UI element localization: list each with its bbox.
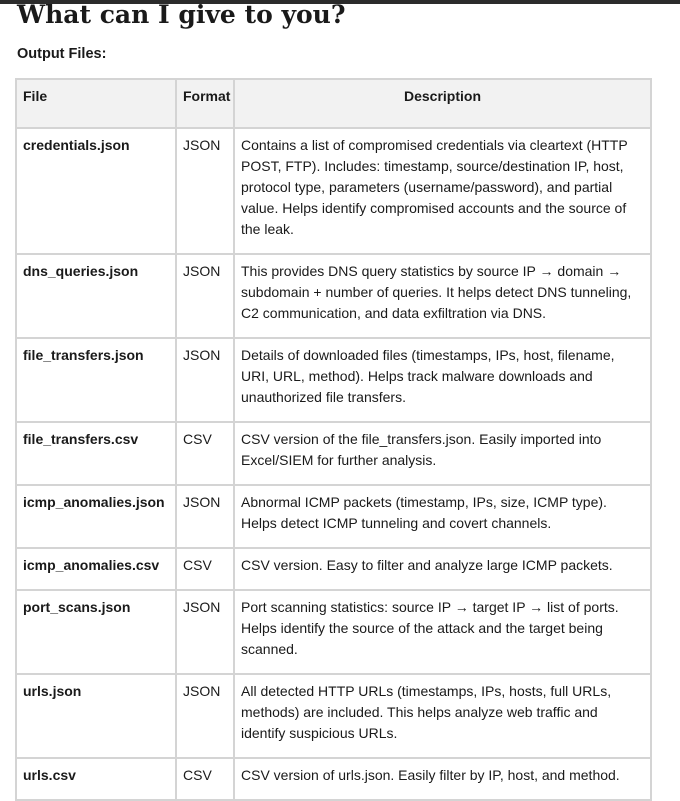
file-cell: file_transfers.json	[16, 338, 176, 422]
description-cell: All detected HTTP URLs (timestamps, IPs, hosts, full URLs, methods) are included. This helps analyze web traffic and identify suspicious URLs.	[234, 674, 651, 758]
table-row	[16, 254, 651, 338]
header-format: Format	[176, 79, 234, 128]
file-cell: file_transfers.csv	[16, 422, 176, 485]
header-description: Description	[234, 79, 651, 128]
description-cell: Port scanning statistics: source IP → target IP → list of ports. Helps identify the source of the attack and the target being scanned.	[234, 590, 651, 674]
table-row	[16, 338, 651, 422]
description-cell: CSV version of urls.json. Easily filter by IP, host, and method.	[234, 758, 651, 800]
format-cell: JSON	[176, 338, 234, 422]
table-row	[16, 485, 651, 548]
format-cell: CSV	[176, 422, 234, 485]
page-title: What can I give to you?	[17, 0, 346, 29]
table-row	[16, 758, 651, 800]
format-cell: CSV	[176, 758, 234, 800]
format-cell: JSON	[176, 674, 234, 758]
table-row	[16, 674, 651, 758]
description-cell: Contains a list of compromised credentials via cleartext (HTTP POST, FTP). Includes: timestamp, source/destination IP, host, protocol type, parameters (username/password), and partial value. Helps identify compromised accounts and the source of the leak.	[234, 128, 651, 254]
table-row	[16, 128, 651, 254]
description-cell: CSV version of the file_transfers.json. Easily imported into Excel/SIEM for further analysis.	[234, 422, 651, 485]
section-heading: Output Files:	[17, 46, 107, 62]
format-cell: JSON	[176, 128, 234, 254]
table-row	[16, 590, 651, 674]
file-cell: icmp_anomalies.csv	[16, 548, 176, 590]
table-row	[16, 548, 651, 590]
file-cell: dns_queries.json	[16, 254, 176, 338]
file-cell: icmp_anomalies.json	[16, 485, 176, 548]
table-header-row	[16, 79, 651, 128]
file-cell: urls.json	[16, 674, 176, 758]
file-cell: credentials.json	[16, 128, 176, 254]
description-cell: CSV version. Easy to filter and analyze large ICMP packets.	[234, 548, 651, 590]
file-cell: urls.csv	[16, 758, 176, 800]
table-row	[16, 422, 651, 485]
output-files-table	[15, 78, 652, 801]
description-cell: This provides DNS query statistics by source IP → domain → subdomain + number of queries. It helps detect DNS tunneling, C2 communication, and data exfiltration via DNS.	[234, 254, 651, 338]
file-cell: port_scans.json	[16, 590, 176, 674]
description-cell: Details of downloaded files (timestamps, IPs, host, filename, URI, URL, method). Helps track malware downloads and unauthorized file transfers.	[234, 338, 651, 422]
format-cell: CSV	[176, 548, 234, 590]
header-file: File	[16, 79, 176, 128]
format-cell: JSON	[176, 485, 234, 548]
description-cell: Abnormal ICMP packets (timestamp, IPs, size, ICMP type). Helps detect ICMP tunneling and covert channels.	[234, 485, 651, 548]
format-cell: JSON	[176, 590, 234, 674]
format-cell: JSON	[176, 254, 234, 338]
